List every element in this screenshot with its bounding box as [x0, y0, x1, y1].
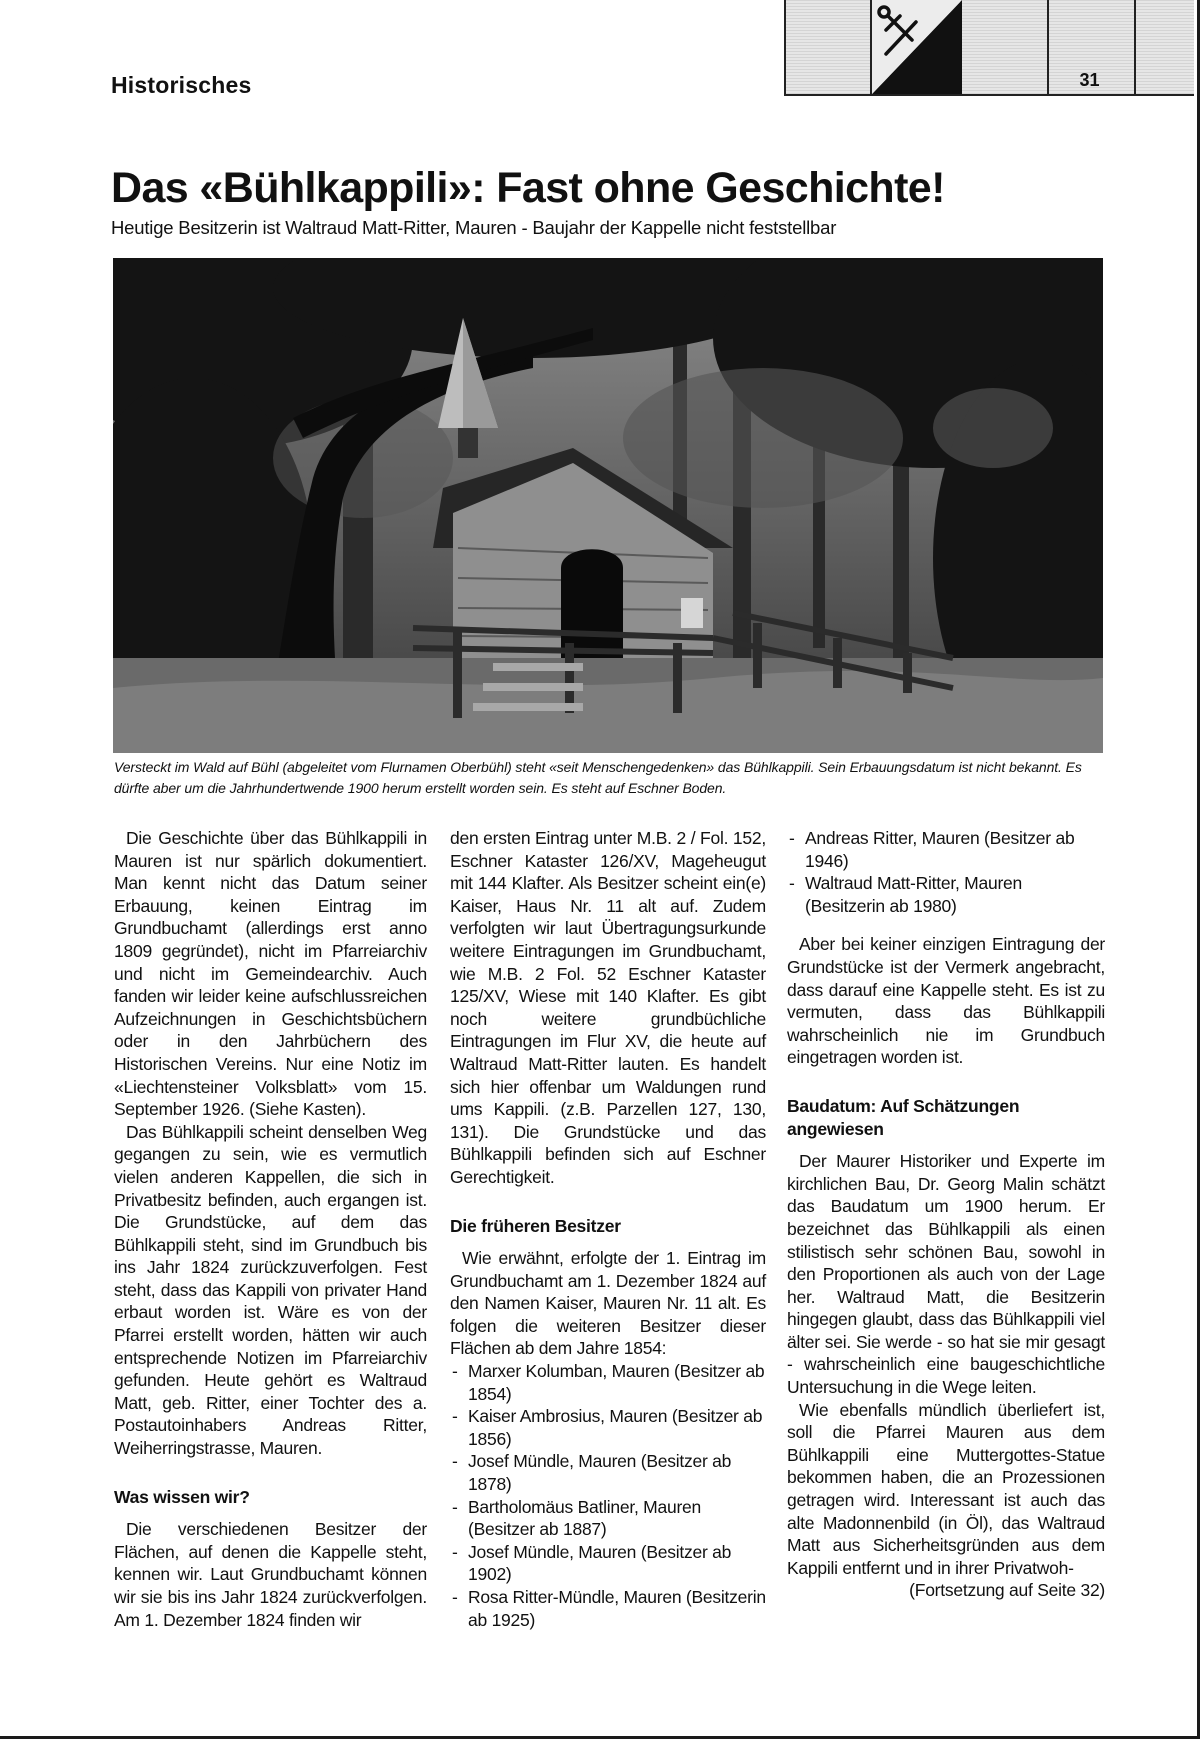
- paragraph: Wie ebenfalls mündlich überliefert ist, soll die Pfarrei Mauren aus dem Bühlkappili eine Muttergottes-Statue bekommen haben, die an Prozessionen getragen wird. Interessant ist auch das alte Madonnenbild (in Öl), das Waltraud Matt aus Sicherheitsgründen aus dem Kappili entfernt und in ihrer Privatwoh-: [787, 1399, 1105, 1578]
- list-item: - Rosa Ritter-Mündle, Mauren (Besitzerin ab 1925): [450, 1586, 766, 1631]
- paragraph: Die verschiedenen Besitzer der Flächen, auf denen die Kappelle steht, kennen wir. Laut Grundbuchamt können wir sie bis ins Jahr 1824 zurückverfolgen. Am 1. Dezember 1824 finden wir: [114, 1519, 427, 1630]
- list-item: - Kaiser Ambrosius, Mauren (Besitzer ab 1856): [450, 1405, 766, 1450]
- section-heading: Die früheren Besitzer: [450, 1215, 621, 1236]
- crossed-tools-icon: [872, 0, 962, 94]
- list-item: - Josef Mündle, Mauren (Besitzer ab 1902): [450, 1541, 766, 1586]
- continuation-note: (Fortsetzung auf Seite 32): [909, 1580, 1105, 1601]
- list-item: - Andreas Ritter, Mauren (Besitzer ab 1946): [787, 827, 1105, 872]
- list-item: - Bartholomäus Batliner, Mauren (Besitzer ab 1887): [450, 1496, 766, 1541]
- paragraph: Die Geschichte über das Bühlkappili in Mauren ist nur spärlich dokumentiert. Man kennt nicht das Datum seiner Erbauung, keinen Eintrag im Grundbuchamt (allerdings erst anno 1809 gegründet), nicht im Pfarreiarchiv und nicht im Gemeindearchiv. Auch fanden wir leider keine aufschlussreichen Aufzeichnungen in Geschichtsbüchern oder in den Jahrbüchern des Historischen Vereins. Nur eine Notiz im «Liechtensteiner Volksblatt» vom 15. September 1926. (Siehe Kasten).: [114, 828, 427, 1120]
- header-tab-box: [784, 0, 1194, 96]
- page-number: 31: [1079, 70, 1100, 90]
- text-column-2: [450, 827, 766, 1631]
- section-heading: Was wissen wir?: [114, 1486, 250, 1507]
- owner-list: [787, 827, 1105, 917]
- paragraph: Der Maurer Historiker und Experte im kirchlichen Bau, Dr. Georg Malin schätzt das Baudatum um 1900 herum. Er bezeichnet das Bühlkappili als einen stilistisch sehr schönen Bau, sowohl in den Proportionen als auch von der Lage her. Waltraud Matt, die Besitzerin hingegen glaubt, dass das Bühlkappili viel älter sei. Sie werde - so hat sie mir gesagt - wahrscheinlich eine baugeschichtliche Untersuchung in die Wege leiten.: [787, 1151, 1105, 1398]
- chapel-in-forest-photo: [113, 258, 1103, 753]
- text-column-1: [114, 827, 427, 1631]
- list-item: - Waltraud Matt-Ritter, Mauren (Besitzerin ab 1980): [787, 872, 1105, 917]
- list-item: - Josef Mündle, Mauren (Besitzer ab 1878): [450, 1450, 766, 1495]
- owner-list: [450, 1360, 766, 1631]
- paragraph: den ersten Eintrag unter M.B. 2 / Fol. 152, Eschner Kataster 126/XV, Mageheugut mit 144 Klafter. Als Besitzer scheint ein(e) Kaiser, Haus Nr. 11 alt auf. Zudem verfolgten wir laut Übertragungsurkunde weitere Eintragungen im Grundbuchamt, wie M.B. 2 Fol. 52 Eschner Kataster 125/XV, Wiese mit 140 Klafter. Es gibt noch weitere grundbüchliche Eintragungen im Flur XV, die heute auf Waltraud Matt-Ritter lauten. Es handelt sich hier offenbar um Waldungen rund ums Kappili. (z.B. Parzellen 127, 130, 131). Die Grundstücke und das Bühlkappili befinden sich auf Eschner Gerechtigkeit.: [450, 828, 766, 1187]
- article-subline: Heutige Besitzerin ist Waltraud Matt-Ritter, Mauren - Baujahr der Kappelle nicht feststellbar: [111, 217, 837, 238]
- paragraph: Das Bühlkappili scheint denselben Weg gegangen zu sein, wie es vermutlich vielen anderen Kappellen, die sich in Privatbesitz befinden, auch ergangen ist. Die Grundstücke, auf dem das Bühlkappili steht, sind im Grundbuch bis ins Jahr 1824 zurückzuverfolgen. Fest steht, dass das Kappili von privater Hand erbaut worden ist. Wäre es von der Pfarrei erstellt worden, hätten wir auch entsprechende Notizen im Pfarreiarchiv gefunden. Heute gehört es Waltraud Matt, geb. Ritter, einer Tochter des a. Postautoinhabers Andreas Ritter, Weiherringstrasse, Mauren.: [114, 1121, 427, 1459]
- photo-caption: Versteckt im Wald auf Bühl (abgeleitet vom Flurnamen Oberbühl) steht «seit Menschengedenken» das Bühlkappili. Sein Erbauungsdatum ist nicht bekannt. Es dürfte aber um die Jahrhundertwende 1900 herum erstellt worden sein. Es steht auf Eschner Boden.: [114, 759, 1082, 796]
- section-label: Historisches: [111, 72, 252, 98]
- paragraph: Wie erwähnt, erfolgte der 1. Eintrag im Grundbuchamt am 1. Dezember 1824 auf den Namen Kaiser, Mauren Nr. 11 alt. Es folgen die weiteren Besitzer dieser Flächen ab dem Jahre 1854:: [450, 1248, 766, 1359]
- header-cell: [786, 0, 872, 94]
- header-cell: [1136, 0, 1194, 94]
- section-heading: Baudatum: Auf Schätzungen angewiesen: [787, 1095, 1020, 1139]
- header-cell: [962, 0, 1049, 94]
- list-item: - Marxer Kolumban, Mauren (Besitzer ab 1854): [450, 1360, 766, 1405]
- paragraph: Aber bei keiner einzigen Eintragung der Grundstücke ist der Vermerk angebracht, dass darauf eine Kappelle steht. Es ist zu vermuten, dass das Bühlkappili wahrscheinlich nie im Grundbuch eingetragen worden ist.: [787, 934, 1105, 1068]
- article-headline: Das «Bühlkappili»: Fast ohne Geschichte!: [111, 164, 945, 212]
- text-column-3: [787, 827, 1105, 1602]
